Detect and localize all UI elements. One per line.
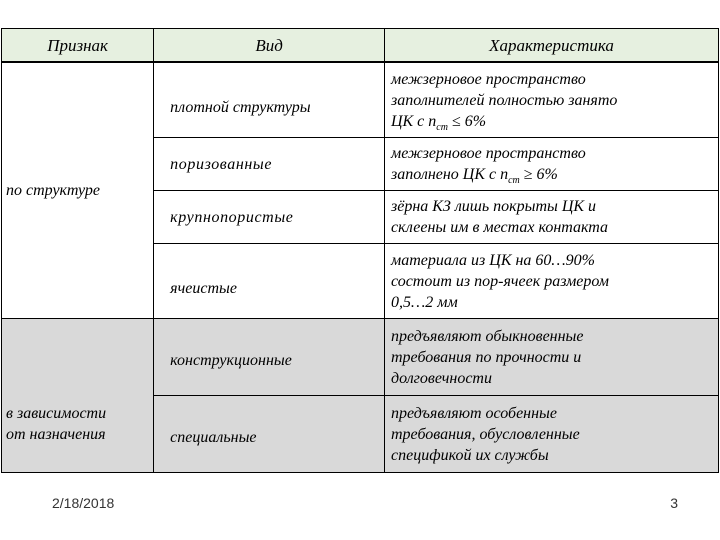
vid-cell <box>154 396 385 473</box>
vid-cell <box>154 319 385 396</box>
vid-cell <box>154 62 385 138</box>
char-line: склеены им в местах контакта <box>391 219 609 236</box>
char-line: 0,5…2 мм <box>391 293 458 311</box>
group-label-line: в зависимости <box>6 404 107 422</box>
char-line: межзерновое пространство <box>391 145 586 162</box>
char-line: состоит из пор-ячеек размером <box>391 272 609 290</box>
page-number: 3 <box>670 495 678 511</box>
char-line: долговечности <box>391 369 492 387</box>
char-cell <box>385 191 719 244</box>
char-cell <box>385 138 719 191</box>
vid-text: поризованные <box>170 155 273 173</box>
table-header-row <box>2 29 719 63</box>
subscript-text: ст <box>436 121 448 133</box>
subscript-text: ст <box>508 175 520 187</box>
table-row <box>2 62 719 138</box>
char-line: заполнителей полностью занято <box>391 91 618 109</box>
char-line: межзерновое пространство <box>391 70 586 88</box>
char-cell <box>385 396 719 473</box>
vid-cell <box>154 244 385 319</box>
char-line: материала из ЦК на 60…90% <box>391 251 595 269</box>
vid-cell <box>154 138 385 191</box>
char-line: предъявляют обыкновенные <box>391 327 584 345</box>
char-line: спецификой их службы <box>391 446 549 464</box>
char-text: ≤ 6% <box>447 112 487 130</box>
header-priznak: Признак <box>2 29 154 63</box>
group-label-purpose <box>2 319 154 473</box>
char-text: ЦК с n <box>391 112 437 130</box>
group-label-text: по структуре <box>6 182 100 199</box>
classification-table <box>1 28 719 473</box>
char-line: предъявляют особенные <box>391 404 557 422</box>
group-label-structure <box>2 62 154 319</box>
header-vid: Вид <box>154 29 385 63</box>
table-row <box>2 319 719 396</box>
header-harakteristika: Характеристика <box>385 29 719 63</box>
vid-cell <box>154 191 385 244</box>
footer-date: 2/18/2018 <box>52 495 115 511</box>
vid-text: плотной структуры <box>170 98 311 116</box>
char-cell <box>385 319 719 396</box>
char-line: требования, обусловленные <box>391 425 580 443</box>
vid-text: крупнопористые <box>170 208 294 226</box>
char-text: ≥ 6% <box>519 166 558 183</box>
group-label-line: от назначения <box>6 425 106 443</box>
vid-text: ячеистые <box>170 279 237 297</box>
char-line <box>391 164 714 185</box>
vid-text: конструкционные <box>170 351 292 369</box>
char-text: заполнено ЦК с n <box>391 166 509 183</box>
char-line: зёрна КЗ лишь покрыты ЦК и <box>391 198 597 215</box>
char-line: требования по прочности и <box>391 348 582 366</box>
char-cell <box>385 62 719 138</box>
char-cell <box>385 244 719 319</box>
vid-text: специальные <box>170 428 257 446</box>
char-line <box>391 111 714 132</box>
